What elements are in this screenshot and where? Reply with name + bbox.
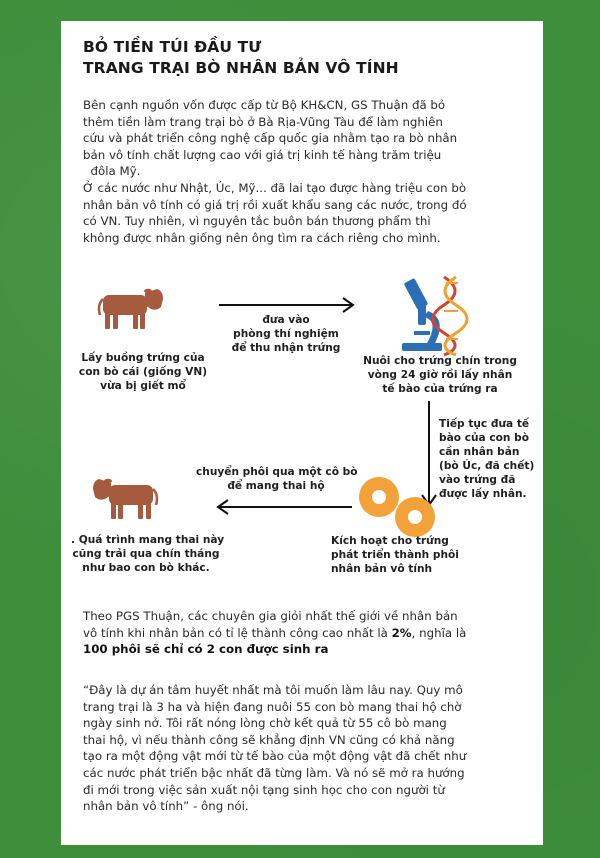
stats-text: , nghĩa là bbox=[411, 625, 467, 640]
step3-label-line: phát triển thành phôi bbox=[331, 549, 459, 561]
intro-line: đôla Mỹ. bbox=[83, 164, 141, 179]
arrow2-label-line: (bò Úc, đã chết) bbox=[439, 460, 535, 472]
stats-text: vô tính khi nhân bản có tỉ lệ thành công cao nhất là bbox=[83, 625, 392, 640]
arrow1-label-line: đưa vào bbox=[262, 314, 310, 326]
quote-line: trang trại là 3 ha và hiện đang nuôi 55 con bò mang thai hộ chờ bbox=[83, 699, 462, 714]
arrow2-label bbox=[439, 417, 539, 501]
intro-line: không được nhân giống nên ông tìm ra cách riêng cho mình. bbox=[83, 230, 441, 245]
arrow2-label-line: được lấy nhân. bbox=[439, 488, 527, 500]
intro-line: có VN. Tuy nhiên, vì nguyên tắc buôn bán thương phẩm thì bbox=[83, 214, 431, 229]
intro-line: thêm tiền làm trang trại bò ở Bà Rịa-Vũng Tàu để làm nghiên bbox=[83, 114, 443, 129]
step1-label-line: con bò cái (giống VN) bbox=[78, 366, 208, 378]
quote-line: “Đây là dự án tâm huyết nhất mà tôi muốn làm lâu nay. Quy mô bbox=[83, 683, 463, 697]
intro-line: Bên cạnh nguồn vốn được cấp từ Bộ KH&CN, GS Thuận đã bỏ bbox=[83, 98, 446, 112]
arrow1-label bbox=[216, 313, 356, 355]
step1-label-line: Lấy buồng trứng của bbox=[81, 352, 205, 364]
stats-paragraph bbox=[83, 608, 529, 658]
arrow2-label-line: Tiếp tục đưa tế bbox=[439, 418, 530, 430]
quote-line: thai hộ, vì nếu thành công sẽ khẳng định VN cũng có khả năng bbox=[83, 732, 455, 747]
step1-label-line: vừa bị giết mổ bbox=[100, 380, 186, 392]
step3-label bbox=[331, 534, 481, 576]
intro-line: bản vô tính chất lượng cao với giá trị kinh tế hàng trăm triệu bbox=[83, 147, 442, 162]
step4-label-line: như bao con bò khác. bbox=[82, 562, 210, 574]
cow-icon bbox=[91, 473, 157, 523]
arrow3-label-line: chuyển phôi qua một cô bò bbox=[196, 466, 358, 478]
stats-line bbox=[83, 625, 529, 642]
step3-label-line: Kích hoạt cho trứng bbox=[331, 535, 449, 547]
microscope-dna-icon bbox=[396, 271, 476, 361]
stats-line bbox=[83, 641, 529, 658]
step4-label-line: cũng trải qua chín tháng bbox=[72, 548, 220, 560]
stats-rate: 2% bbox=[391, 625, 412, 640]
step2-label-line: tế bào của trứng ra bbox=[382, 383, 498, 395]
stats-line: Theo PGS Thuận, các chuyên gia giỏi nhất thế giới về nhân bản bbox=[83, 609, 458, 623]
quote-line: tạo ra một động vật mới từ tế bào của một động vật đã chết như bbox=[83, 749, 467, 764]
intro-line: nhân bản vô tính có giá trị rồi xuất khẩu sang các nước, trong đó bbox=[83, 197, 467, 212]
arrow1-label-line: để thu nhận trứng bbox=[231, 342, 341, 354]
arrow-left bbox=[216, 499, 352, 515]
arrow3-label-line: để mang thai hộ bbox=[227, 480, 325, 492]
arrow2-label-line: vào trứng đã bbox=[439, 474, 516, 486]
arrow2-label-line: cần nhân bản bbox=[439, 446, 520, 458]
quote-line: ngày sinh nở. Tôi rất nóng lòng chờ kết quả từ 55 cô bò mang bbox=[83, 716, 447, 731]
stats-highlight: 100 phôi sẽ chỉ có 2 con được sinh ra bbox=[83, 642, 329, 657]
arrow1-label-line: phòng thí nghiệm bbox=[233, 328, 339, 340]
cow-icon bbox=[99, 283, 165, 333]
quote-line: đi mới trong việc sản xuất nội tạng sinh học cho con người từ bbox=[83, 782, 445, 797]
step1-label bbox=[73, 351, 213, 393]
step4-label-line: . Quá trình mang thai này bbox=[71, 534, 225, 546]
infographic-card bbox=[61, 21, 543, 845]
step2-label-line: Nuôi cho trứng chín trong bbox=[363, 355, 517, 367]
arrow3-label bbox=[196, 465, 356, 493]
title-line-2: TRANG TRẠI BÒ NHÂN BẢN VÔ TÍNH bbox=[83, 59, 399, 77]
quote-paragraph bbox=[83, 682, 529, 815]
quote-line: các nước phát triển bậc nhất đã từng làm. Và nó sẽ mở ra hướng bbox=[83, 765, 465, 780]
intro-paragraph bbox=[83, 97, 529, 246]
step2-label-line: vòng 24 giờ rồi lấy nhân bbox=[367, 369, 513, 381]
intro-line: Ở các nước như Nhật, Úc, Mỹ... đã lai tạo được hàng triệu con bò bbox=[83, 180, 467, 195]
step3-label-line: nhân bản vô tính bbox=[331, 563, 433, 575]
quote-line: nhân bản vô tính” - ông nói. bbox=[83, 799, 249, 814]
arrow-right bbox=[219, 297, 359, 313]
step2-label bbox=[355, 354, 525, 396]
title-line-1: BỎ TIỀN TÚI ĐẦU TƯ bbox=[83, 38, 262, 56]
arrow2-label-line: bào của con bò bbox=[439, 432, 530, 444]
intro-line: cứu và phát triển công nghệ cấp quốc gia nhằm tạo ra bò nhân bbox=[83, 131, 458, 146]
page-title bbox=[83, 37, 523, 79]
egg-cells-icon bbox=[357, 471, 437, 539]
step4-label bbox=[71, 533, 225, 575]
